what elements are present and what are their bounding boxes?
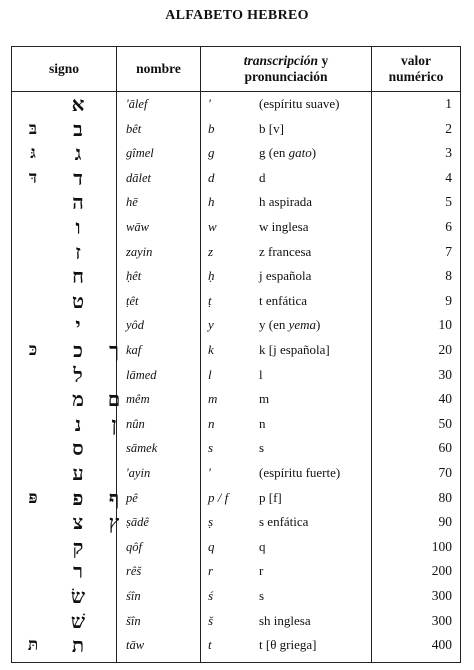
hebrew-final-form: ץ bbox=[108, 510, 120, 535]
table-row bbox=[12, 264, 460, 289]
pronunciation bbox=[259, 166, 266, 191]
letter-name: 'ālef bbox=[126, 97, 148, 111]
pronunciation-text: t [θ griega] bbox=[259, 637, 317, 653]
numeric-value: 200 bbox=[431, 563, 452, 579]
pronunciation bbox=[259, 461, 340, 486]
hebrew-letter: י bbox=[75, 313, 81, 338]
hebrew-letter: ח bbox=[72, 264, 84, 289]
letter-name: ṭêt bbox=[126, 293, 139, 308]
pronunciation-example: gato bbox=[288, 145, 312, 161]
header-pronunciacion-label: pronunciación bbox=[244, 69, 328, 84]
transcription: ś bbox=[208, 588, 214, 603]
numeric-value: 4 bbox=[445, 169, 452, 185]
numeric-value: 3 bbox=[445, 145, 452, 161]
letter-name: šîn bbox=[126, 613, 141, 628]
pronunciation-example: yema bbox=[288, 317, 317, 333]
pronunciation bbox=[259, 387, 269, 412]
table-row bbox=[12, 584, 460, 609]
transcription: h bbox=[208, 194, 215, 210]
pronunciation-text: s bbox=[259, 440, 265, 456]
letter-name: bêt bbox=[126, 121, 142, 136]
pronunciation bbox=[259, 264, 311, 289]
transcription: ' bbox=[208, 96, 211, 111]
letter-name: ḥêt bbox=[126, 269, 142, 284]
table-row bbox=[12, 461, 460, 486]
hebrew-letter: ט bbox=[71, 288, 85, 313]
transcription: ' bbox=[208, 465, 211, 480]
hebrew-final-form: ך bbox=[109, 338, 119, 362]
pronunciation bbox=[259, 633, 316, 658]
table-row bbox=[12, 166, 460, 191]
header-transcripcion-line1 bbox=[244, 53, 328, 69]
hebrew-letter: ז bbox=[75, 239, 81, 264]
pronunciation bbox=[259, 190, 312, 215]
letter-name: yôd bbox=[126, 318, 145, 333]
pronunciation bbox=[259, 338, 330, 363]
alphabet-table bbox=[11, 46, 461, 663]
pronunciation-text: y (en bbox=[259, 317, 289, 333]
numeric-value: 8 bbox=[445, 268, 452, 284]
header-nombre-label: nombre bbox=[136, 61, 181, 76]
pronunciation bbox=[259, 141, 316, 166]
hebrew-letter: שׁ bbox=[70, 608, 86, 633]
numeric-value: 300 bbox=[431, 588, 452, 603]
numeric-value: 90 bbox=[438, 514, 452, 530]
pronunciation-text: z francesa bbox=[259, 243, 312, 259]
transcription: l bbox=[208, 366, 212, 382]
numeric-value: 50 bbox=[438, 415, 452, 431]
table-row bbox=[12, 412, 460, 437]
pronunciation bbox=[259, 609, 311, 634]
hebrew-final-form: ף bbox=[108, 485, 120, 510]
pronunciation-text: n bbox=[259, 415, 266, 431]
table-row bbox=[12, 215, 460, 240]
pronunciation-text: s enfática bbox=[259, 514, 309, 530]
table-row bbox=[12, 240, 460, 265]
pronunciation bbox=[259, 92, 340, 117]
hebrew-letter: ל bbox=[73, 362, 83, 387]
letter-name: hē bbox=[126, 195, 138, 210]
letter-name: mêm bbox=[126, 392, 150, 407]
hebrew-dagesh-form: פּ bbox=[28, 487, 38, 508]
pronunciation-text: b [v] bbox=[259, 120, 284, 136]
numeric-value: 5 bbox=[445, 194, 452, 210]
table-row bbox=[12, 92, 460, 117]
pronunciation bbox=[259, 535, 266, 560]
numeric-value: 10 bbox=[438, 317, 452, 333]
letter-name: qôf bbox=[126, 539, 142, 554]
transcription: ṭ bbox=[208, 292, 212, 308]
transcription: n bbox=[208, 415, 215, 431]
transcription: g bbox=[208, 145, 215, 161]
hebrew-dagesh-form: תּ bbox=[27, 635, 39, 656]
pronunciation bbox=[259, 313, 320, 338]
hebrew-letter: א bbox=[71, 92, 85, 116]
header-numerico-label: numérico bbox=[388, 69, 444, 84]
letter-name: gîmel bbox=[126, 146, 154, 161]
numeric-value: 2 bbox=[445, 120, 452, 136]
table-row bbox=[12, 313, 460, 338]
pronunciation-text: (espíritu suave) bbox=[259, 96, 340, 111]
table-row bbox=[12, 289, 460, 314]
pronunciation bbox=[259, 486, 282, 511]
numeric-value: 6 bbox=[445, 219, 452, 234]
hebrew-letter: מ bbox=[72, 387, 84, 412]
pronunciation-text-end: ) bbox=[311, 145, 317, 161]
numeric-value: 100 bbox=[431, 538, 452, 554]
numeric-value: 300 bbox=[431, 612, 452, 628]
page-title: ALFABETO HEBREO bbox=[165, 8, 309, 23]
transcription: y bbox=[208, 317, 214, 333]
header-signo bbox=[12, 47, 116, 91]
hebrew-letter: ת bbox=[71, 633, 85, 658]
pronunciation bbox=[259, 510, 308, 535]
letter-name: dālet bbox=[126, 170, 151, 185]
pronunciation-text: s bbox=[259, 588, 265, 603]
numeric-value: 80 bbox=[438, 489, 452, 505]
pronunciation-text: j española bbox=[259, 268, 312, 284]
header-transcripcion bbox=[201, 47, 371, 91]
letter-name: kaf bbox=[126, 343, 142, 357]
transcription: s bbox=[208, 440, 214, 456]
table-row bbox=[12, 436, 460, 461]
hebrew-final-form: ם bbox=[107, 387, 121, 412]
numeric-value: 40 bbox=[438, 391, 452, 407]
letter-name: pê bbox=[126, 490, 138, 505]
pronunciation-text: l bbox=[259, 366, 263, 382]
table-row bbox=[12, 338, 460, 363]
transcription: t bbox=[208, 637, 212, 653]
numeric-value: 400 bbox=[431, 637, 452, 653]
pronunciation bbox=[259, 436, 264, 461]
hebrew-letter: ק bbox=[72, 534, 84, 559]
pronunciation-text: t enfática bbox=[259, 292, 307, 308]
pronunciation-text: q bbox=[259, 538, 266, 554]
header-transcripcion-suffix: y bbox=[318, 53, 329, 68]
pronunciation-text: p [f] bbox=[259, 489, 282, 505]
letter-name: śîn bbox=[126, 589, 141, 603]
table-row bbox=[12, 141, 460, 166]
numeric-value: 30 bbox=[438, 366, 452, 382]
pronunciation-text: h aspirada bbox=[259, 194, 313, 210]
transcription: ḥ bbox=[208, 268, 215, 284]
letter-name: nûn bbox=[126, 416, 145, 431]
table-row bbox=[12, 190, 460, 215]
table-row bbox=[12, 609, 460, 634]
transcription: w bbox=[208, 219, 217, 234]
transcription: q bbox=[208, 538, 215, 554]
hebrew-final-form: ן bbox=[111, 411, 117, 436]
header-valor-label: valor bbox=[401, 53, 431, 68]
transcription: p / f bbox=[208, 489, 229, 505]
pronunciation bbox=[259, 117, 284, 142]
numeric-value: 9 bbox=[445, 292, 452, 308]
transcription: m bbox=[208, 391, 218, 407]
table-row bbox=[12, 510, 460, 535]
hebrew-letter: ס bbox=[72, 436, 84, 461]
table-row bbox=[12, 117, 460, 142]
pronunciation bbox=[259, 215, 308, 240]
header-transcripcion-label: transcripción bbox=[243, 53, 319, 68]
hebrew-letter: ג bbox=[74, 141, 82, 166]
pronunciation-text: m bbox=[259, 391, 270, 407]
header-valor bbox=[372, 47, 460, 91]
table-row bbox=[12, 559, 460, 584]
transcription: š bbox=[208, 612, 214, 628]
transcription: r bbox=[208, 563, 214, 579]
header-nombre bbox=[117, 47, 200, 91]
hebrew-letter: ו bbox=[75, 215, 81, 239]
transcription: k bbox=[208, 342, 214, 357]
transcription: z bbox=[208, 243, 214, 259]
transcription: ṣ bbox=[208, 514, 214, 530]
table-row bbox=[12, 486, 460, 511]
header-signo-label: signo bbox=[48, 61, 79, 76]
numeric-value: 60 bbox=[438, 440, 452, 456]
pronunciation bbox=[259, 240, 311, 265]
hebrew-letter: פ bbox=[72, 485, 84, 510]
table-row bbox=[12, 387, 460, 412]
letter-name: wāw bbox=[126, 220, 149, 234]
letter-name: 'ayin bbox=[126, 466, 151, 480]
numeric-value: 1 bbox=[445, 96, 452, 111]
letter-name: ṣādê bbox=[126, 515, 149, 530]
pronunciation bbox=[259, 363, 263, 388]
hebrew-letter: צ bbox=[72, 510, 84, 535]
hebrew-letter: ע bbox=[72, 461, 84, 485]
hebrew-letter: ה bbox=[72, 190, 84, 215]
letter-name: sāmek bbox=[126, 441, 158, 456]
hebrew-letter: ד bbox=[73, 165, 83, 190]
hebrew-dagesh-form: גּ bbox=[30, 143, 36, 164]
numeric-value: 7 bbox=[445, 243, 452, 259]
hebrew-dagesh-form: בּ bbox=[28, 118, 38, 139]
hebrew-letter: נ bbox=[74, 411, 82, 436]
table-row bbox=[12, 363, 460, 388]
pronunciation bbox=[259, 412, 266, 437]
letter-name: zayin bbox=[126, 244, 153, 259]
pronunciation-text: r bbox=[259, 563, 264, 579]
transcription: d bbox=[208, 169, 215, 185]
table-row bbox=[12, 535, 460, 560]
hebrew-dagesh-form: דּ bbox=[28, 167, 38, 188]
pronunciation bbox=[259, 289, 307, 314]
pronunciation-text: k [j española] bbox=[259, 342, 330, 357]
pronunciation-text: (espíritu fuerte) bbox=[259, 465, 341, 480]
hebrew-letter: כ bbox=[73, 338, 83, 362]
pronunciation-text: w inglesa bbox=[259, 219, 309, 234]
transcription: b bbox=[208, 120, 215, 136]
pronunciation-text: sh inglesa bbox=[259, 612, 311, 628]
table-row bbox=[12, 633, 460, 658]
hebrew-letter: ב bbox=[73, 116, 83, 141]
numeric-value: 70 bbox=[438, 465, 452, 480]
pronunciation-text-end: ) bbox=[316, 317, 321, 333]
hebrew-dagesh-form: כּ bbox=[28, 340, 38, 360]
hebrew-letter: ר bbox=[73, 559, 83, 584]
letter-name: rêš bbox=[126, 564, 142, 579]
pronunciation-text: d bbox=[259, 169, 266, 185]
hebrew-letter: שׂ bbox=[70, 584, 86, 608]
letter-name: tāw bbox=[126, 638, 145, 653]
pronunciation-text: g (en bbox=[259, 145, 289, 161]
letter-name: lāmed bbox=[126, 367, 157, 382]
numeric-value: 20 bbox=[438, 342, 452, 357]
pronunciation bbox=[259, 559, 263, 584]
pronunciation bbox=[259, 584, 264, 609]
